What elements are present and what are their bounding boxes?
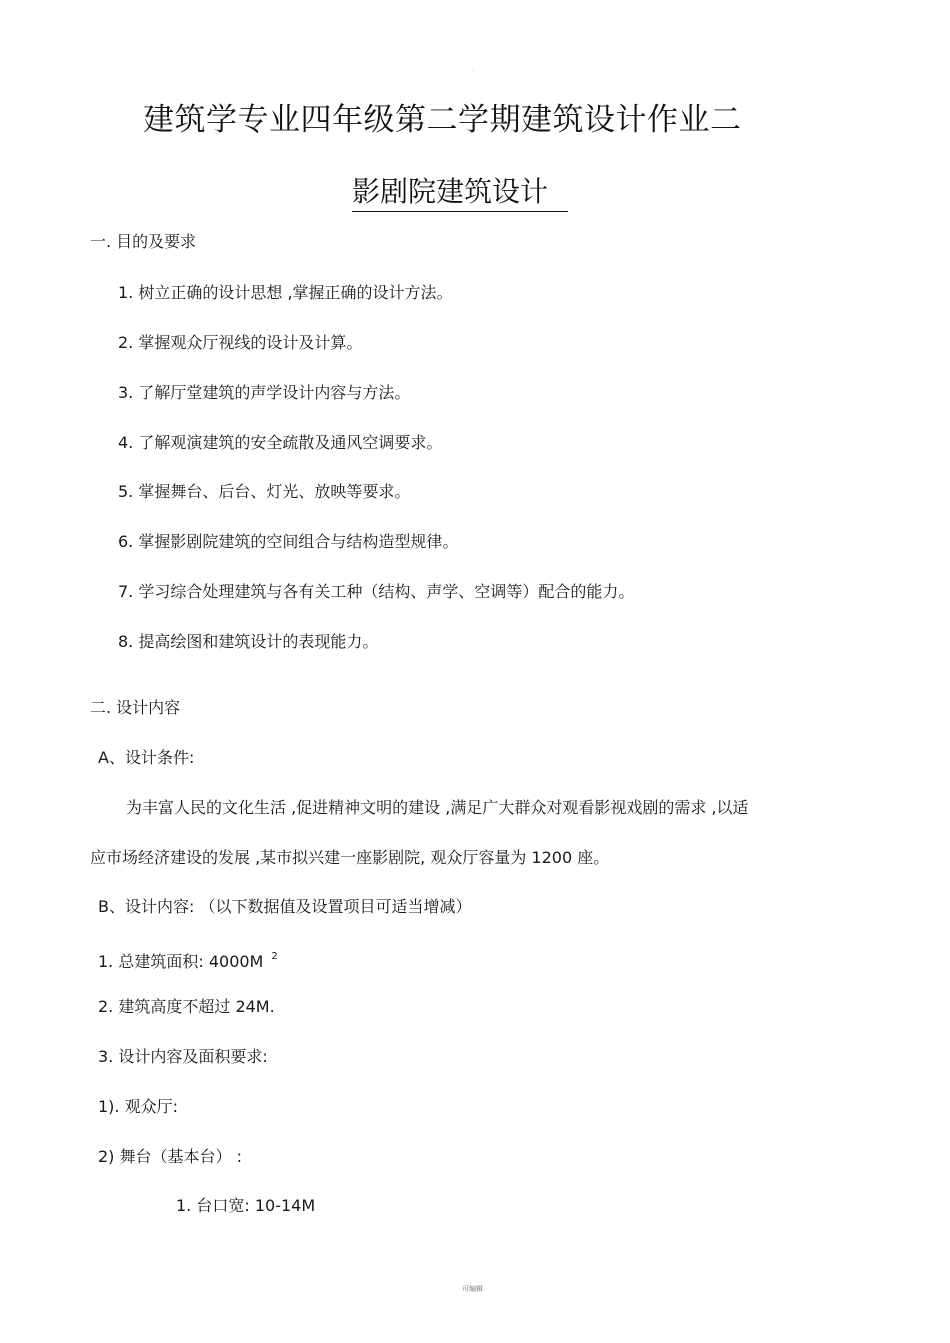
footer-editable-mark: 可编辑 [462,1285,483,1293]
section-1-heading: 一. 目的及要求 [90,232,197,251]
document-title: 建筑学专业四年级第二学期建筑设计作业二 [143,102,742,138]
objective-item: 4. 了解观演建筑的安全疏散及通风空调要求。 [118,433,443,452]
stage-item: 2) 舞台（基本台） : [98,1147,242,1166]
area-requirements-item: 3. 设计内容及面积要求: [98,1047,268,1066]
objective-item: 1. 树立正确的设计思想 ,掌握正确的设计方法。 [118,283,453,302]
objective-item: 6. 掌握影剧院建筑的空间组合与结构造型规律。 [118,532,459,551]
objective-item: 3. 了解厅堂建筑的声学设计内容与方法。 [118,383,411,402]
superscript-2: 2 [271,951,278,962]
design-content-heading: B、设计内容: （以下数据值及设置项目可适当增减） [98,897,472,916]
total-area-item [98,947,278,972]
objective-item: 7. 学习综合处理建筑与各有关工种（结构、声学、空调等）配合的能力。 [118,582,635,601]
design-conditions-paragraph-line-1: 为丰富人民的文化生活 ,促进精神文明的建设 ,满足广大群众对观看影视戏剧的需求 ,以适 [126,798,749,817]
objective-item: 8. 提高绘图和建筑设计的表现能力。 [118,632,379,651]
auditorium-item: 1). 观众厅: [98,1097,178,1116]
top-mark: · [472,68,474,75]
section-2-heading: 二. 设计内容 [90,698,181,717]
building-height-item: 2. 建筑高度不超过 24M. [98,997,275,1016]
total-area-text: 1. 总建筑面积: 4000M [98,952,264,971]
design-conditions-paragraph-line-2: 应市场经济建设的发展 ,某市拟兴建一座影剧院, 观众厅容量为 1200 座。 [90,848,610,867]
document-subtitle: 影剧院建筑设计 [352,170,568,212]
objective-item: 5. 掌握舞台、后台、灯光、放映等要求。 [118,482,411,501]
design-conditions-heading: A、设计条件: [98,748,195,767]
objective-item: 2. 掌握观众厅视线的设计及计算。 [118,333,363,352]
proscenium-width-item: 1. 台口宽: 10-14M [176,1196,316,1215]
